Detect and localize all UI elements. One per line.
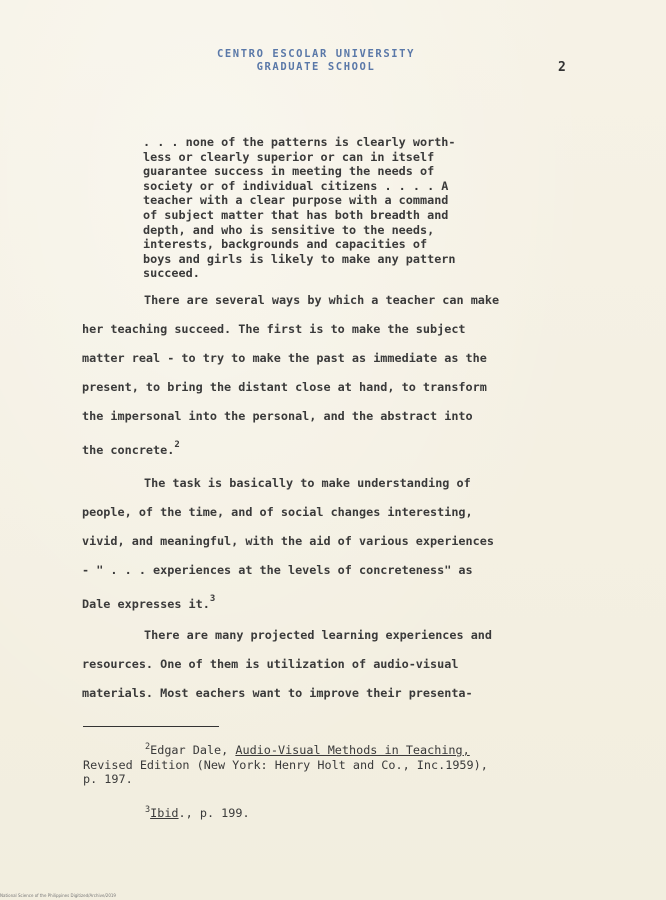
footnote-mark: 3 [145,804,151,815]
text-line: - " . . . experiences at the levels of concreteness" as [82,563,473,577]
text-line: her teaching succeed. The first is to make the subject [82,322,466,336]
text-line: resources. One of them is utilization of audio-visual [82,657,459,671]
text-line: materials. Most eachers want to improve their presenta- [82,686,473,700]
quote-line: succeed. [143,266,200,281]
letterhead [0,48,632,74]
quote-line: . . . none of the patterns is clearly worth- [143,135,456,149]
quote-line: boys and girls is likely to make any pattern [143,251,456,266]
footnote-ref-3: 3 [209,594,216,604]
quote-line: depth, and who is sensitive to the needs, [143,222,435,237]
archive-footer: National Science of the Philippines Digitized/Archive/2019 [0,893,116,898]
page-number: 2 [558,60,566,75]
text-line: The task is basically to make understanding of [144,476,471,490]
quote-line: teacher with a clear purpose with a command [143,193,449,208]
text-fragment: the concrete. [82,443,175,457]
paragraph-3 [82,621,602,708]
quote-line: guarantee success in meeting the needs of [143,164,435,179]
text-line: people, of the time, and of social changes interesting, [82,505,473,519]
text-line: There are many projected learning experiences and [144,628,493,642]
text-line: present, to bring the distant close at hand, to transform [82,380,487,394]
text-fragment: Dale expresses it. [82,597,210,611]
quote-line: society or of individual citizens . . . . A [143,178,449,193]
footnote-2-line [83,740,583,758]
footnotes [83,740,583,820]
text-line [82,431,602,460]
text-line: There are several ways by which a teacher can make [144,293,500,307]
footnote-ref-2: 2 [174,440,180,450]
footnote-mark: 2 [145,742,151,752]
footnote-author: Edgar Dale, [150,743,236,757]
paragraph-1 [82,286,602,460]
school-name: GRADUATE SCHOOL [256,61,376,73]
quote-line: of subject matter that has both breadth and [143,207,449,222]
text-line: the impersonal into the personal, and the abstract into [82,409,473,423]
university-name: CENTRO ESCOLAR UNIVERSITY [216,48,416,60]
footnote-divider [83,726,219,727]
text-line: matter real - to try to make the past as immediate as the [82,351,487,365]
footnote-ibid: Ibid [150,805,179,820]
footnote-2-line: p. 197. [83,772,133,786]
footnote-3 [83,803,583,821]
text-line: vivid, and meaningful, with the aid of various experiences [82,534,494,548]
quote-line: less or clearly superior or can in itself [143,149,435,164]
footnote-page: ., p. 199. [178,805,250,820]
text-line [82,585,602,614]
footnote-book-title: Audio-Visual Methods in Teaching, [235,743,470,757]
block-quote [143,135,543,281]
footnote-2-line: Revised Edition (New York: Henry Holt and Co., Inc.1959), [83,757,488,772]
quote-line: interests, backgrounds and capacities of [143,237,428,252]
paragraph-2 [82,469,602,614]
